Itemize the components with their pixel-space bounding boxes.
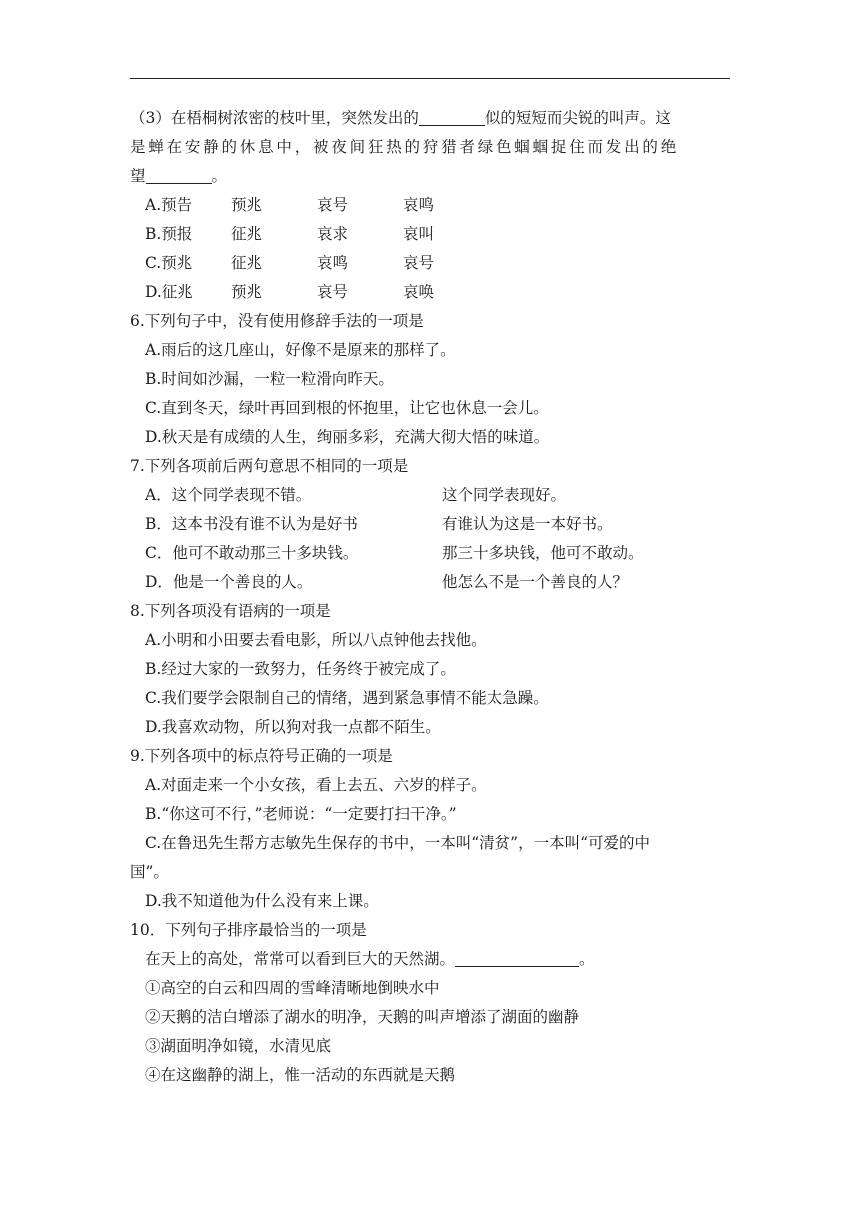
answer-blank[interactable]	[455, 949, 579, 967]
q5-3-text-b: 似的短短而尖锐的叫声。这	[484, 109, 671, 127]
q5-3-text-d: 。	[211, 167, 228, 185]
q7-option-b[interactable]: B．这本书没有谁不认为是好书 有谁认为这是一本好书。	[145, 515, 613, 533]
q8-option-d[interactable]: D.我喜欢动物，所以狗对我一点都不陌生。	[145, 718, 441, 736]
q6-stem: 6.下列句子中，没有使用修辞手法的一项是	[130, 312, 424, 330]
q9-option-b[interactable]: B.“你这可不行，”老师说：“一定要打扫干净。”	[145, 805, 457, 823]
q10-item-1: ①高空的白云和四周的雪峰清晰地倒映水中	[145, 979, 440, 997]
q5-3-text-c: 望	[130, 167, 146, 185]
q9-option-d[interactable]: D.我不知道他为什么没有来上课。	[145, 892, 379, 910]
q9-option-a[interactable]: A.对面走来一个小女孩，看上去五、六岁的样子。	[145, 776, 487, 794]
q6-option-b[interactable]: B.时间如沙漏，一粒一粒滑向昨天。	[145, 370, 394, 388]
q5-3-line2: 是蝉在安静的休息中，被夜间狂热的狩猎者绿色蝈蝈捉住而发出的绝	[130, 138, 680, 156]
q5-3-line1	[130, 104, 730, 133]
q7-option-a[interactable]: A．这个同学表现不错。 这个同学表现好。	[145, 486, 567, 504]
q7-option-d[interactable]: D．他是一个善良的人。 他怎么不是一个善良的人？	[145, 573, 629, 591]
q5-3-line3	[130, 162, 730, 191]
q5-3-option-d[interactable]: D.征兆 预兆 哀号 哀唤	[145, 283, 435, 301]
exam-page	[130, 104, 730, 1090]
q7-option-c[interactable]: C．他可不敢动那三十多块钱。 那三十多块钱，他可不敢动。	[145, 544, 644, 562]
q8-option-a[interactable]: A.小明和小田要去看电影，所以八点钟他去找他。	[145, 631, 487, 649]
q9-option-c-line1[interactable]: C.在鲁迅先生帮方志敏先生保存的书中，一本叫“清贫”，一本叫“可爱的中	[145, 834, 651, 852]
q10-lead-text: 在天上的高处，常常可以看到巨大的天然湖。	[145, 950, 456, 968]
q6-option-d[interactable]: D.秋天是有成绩的人生，绚丽多彩，充满大彻大悟的味道。	[145, 428, 550, 446]
q10-item-2: ②天鹅的洁白增添了湖水的明净，天鹅的叫声增添了湖面的幽静	[145, 1008, 580, 1026]
q8-option-b[interactable]: B.经过大家的一致努力，任务终于被完成了。	[145, 660, 456, 678]
q10-lead-end: 。	[579, 950, 595, 968]
q5-3-option-a[interactable]: A.预告 预兆 哀号 哀鸣	[145, 196, 435, 214]
q8-option-c[interactable]: C.我们要学会限制自己的情绪，遇到紧急事情不能太急躁。	[145, 689, 549, 707]
q5-3-option-b[interactable]: B.预报 征兆 哀求 哀叫	[145, 225, 435, 243]
q10-stem: 10．下列句子排序最恰当的一项是	[130, 921, 367, 939]
q9-stem: 9.下列各项中的标点符号正确的一项是	[130, 747, 393, 765]
q10-item-4: ④在这幽静的湖上，惟一活动的东西就是天鹅	[145, 1066, 456, 1084]
q10-lead	[130, 945, 730, 974]
q6-option-a[interactable]: A.雨后的这几座山，好像不是原来的那样了。	[145, 341, 456, 359]
q10-item-3: ③湖面明净如镜，水清见底	[145, 1037, 332, 1055]
header-rule	[130, 78, 730, 79]
q5-3-option-c[interactable]: C.预兆 征兆 哀鸣 哀号	[145, 254, 435, 272]
answer-blank[interactable]	[419, 108, 485, 126]
answer-blank[interactable]	[146, 166, 212, 184]
q7-stem: 7.下列各项前后两句意思不相同的一项是	[130, 457, 409, 475]
q9-option-c-line2[interactable]: 国”。	[130, 863, 169, 881]
q8-stem: 8.下列各项没有语病的一项是	[130, 602, 331, 620]
q6-option-c[interactable]: C.直到冬天，绿叶再回到根的怀抱里，让它也休息一会儿。	[145, 399, 549, 417]
q5-3-text-a: （3）在梧桐树浓密的枝叶里，突然发出的	[130, 109, 419, 127]
